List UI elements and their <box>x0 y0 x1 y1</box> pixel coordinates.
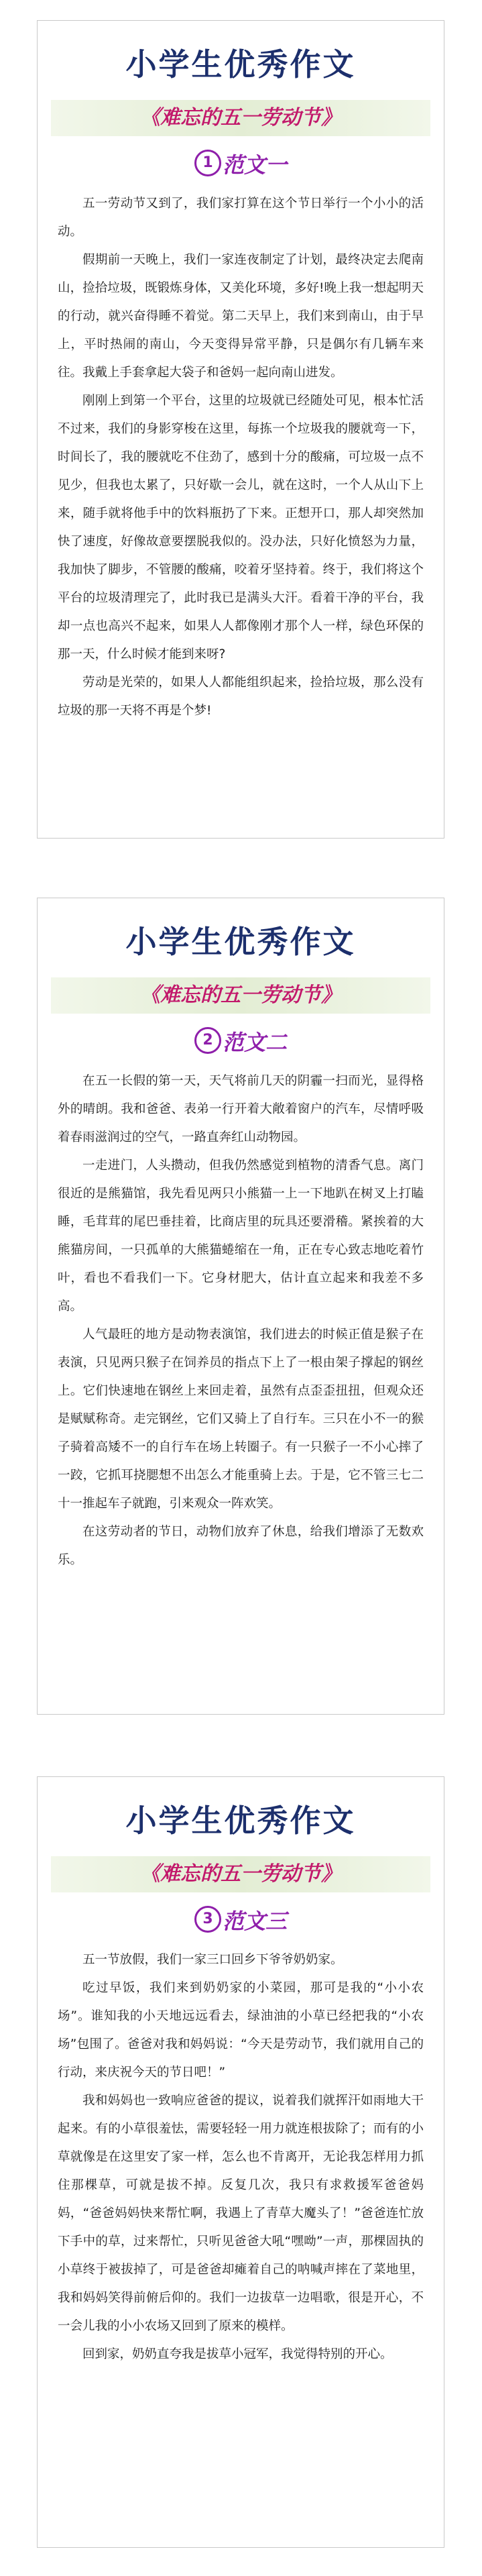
essay-body <box>38 1058 444 1574</box>
page-title: 小学生优秀作文 <box>125 1803 356 1839</box>
paragraph: 假期前一天晚上，我们一家连夜制定了计划，最终决定去爬南山，捡拾垃圾，既锻炼身体，又美化环境，多好!晚上我一想起明天的行动，就兴奋得睡不着觉。第二天早上，我们来到南山，由于早上，平时热闹的南山，今天变得异常平静，只是偶尔有几辆车来往。我戴上手套拿起大袋子和爸妈一起向南山进发。 <box>58 253 424 380</box>
page-title: 小学生优秀作文 <box>125 924 356 960</box>
paragraph: 一走进门，人头攒动，但我仍然感觉到植物的清香气息。离门很近的是熊猫馆，我先看见两只小熊猫一上一下地趴在树叉上打瞌睡，毛茸茸的尾巴垂挂着，比商店里的玩具还要滑稽。紧挨着的大熊猫房间，一只孤单的大熊猫蜷缩在一角，正在专心致志地吃着竹叶，看也不看我们一下。它身材肥大，估计直立起来和我差不多高。 <box>58 1159 424 1313</box>
essay-subtitle: 《难忘的五一劳动节》 <box>51 100 430 136</box>
essay-subtitle: 《难忘的五一劳动节》 <box>51 1856 430 1892</box>
section-number-badge: 3 <box>194 1906 221 1933</box>
paragraph: 在这劳动者的节日，动物们放弃了休息，给我们增添了无数欢乐。 <box>58 1525 424 1567</box>
essay-card-3 <box>37 1776 444 2548</box>
essay-subtitle: 《难忘的五一劳动节》 <box>51 977 430 1014</box>
section-number-badge: 2 <box>194 1027 221 1054</box>
section-label-text: 范文一 <box>222 152 287 178</box>
section-label-text: 范文三 <box>222 1909 287 1934</box>
essay-card-2 <box>37 898 444 1715</box>
essay-body <box>38 180 444 725</box>
paragraph: 回到家，奶奶直夸我是拔草小冠军，我觉得特别的开心。 <box>82 2347 393 2361</box>
section-label <box>38 1903 444 1937</box>
section-label-text: 范文二 <box>222 1030 287 1055</box>
paragraph: 五一节放假，我们一家三口回乡下爷爷奶奶家。 <box>82 1953 343 1967</box>
paragraph: 我和妈妈也一致响应爸爸的提议，说着我们就挥汗如雨地大干起来。有的小草很羞怯，需要轻轻一用力就连根拔除了；而有的小草就像是在这里安了家一样，怎么也不肯离开，无论我怎样用力抓住那棵草，可就是拔不掉。反复几次，我只有求救援军爸爸妈妈，“爸爸妈妈快来帮忙啊，我遇上了青草大魔头了！”爸爸连忙放下手中的草，过来帮忙，只听见爸爸大吼“嘿呦”一声，那棵固执的小草终于被拔掉了，可是爸爸却瘫着自己的呐喊声摔在了菜地里，我和妈妈笑得前俯后仰的。我们一边拔草一边唱歌，很是开心，不一会儿我的小小农场又回到了原来的模样。 <box>58 2094 424 2333</box>
paragraph: 吃过早饭，我们来到奶奶家的小菜园，那可是我的“小小农场”。谁知我的小天地远远看去，绿油油的小草已经把我的“小农场”包围了。爸爸对我和妈妈说：“今天是劳动节，我们就用自己的行动，来庆祝今天的节日吧！” <box>58 1981 424 2080</box>
paragraph: 刚刚上到第一个平台，这里的垃圾就已经随处可见，根本忙活不过来，我们的身影穿梭在这里，每拣一个垃圾我的腰就弯一下，时间长了，我的腰就吃不住劲了，感到十分的酸痛，可垃圾一点不见少，但我也太累了，只好歇一会儿，就在这时，一个人从山下上来，随手就将他手中的饮料瓶扔了下来。正想开口，那人却突然加快了速度，好像故意要摆脱我似的。没办法，只好化愤怒为力量，我加快了脚步，不管腰的酸痛，咬着牙坚持着。终于，我们将这个平台的垃圾清理完了，此时我已是满头大汗。看着干净的平台，我却一点也高兴不起来，如果人人都像刚才那个人一样，绿色环保的那一天，什么时候才能到来呀? <box>58 394 424 661</box>
paragraph: 劳动是光荣的，如果人人都能组织起来，捡拾垃圾，那么没有垃圾的那一天将不再是个梦! <box>58 676 424 718</box>
paragraph: 五一劳动节又到了，我们家打算在这个节日举行一个小小的活动。 <box>58 197 424 239</box>
section-label <box>38 147 444 180</box>
section-label <box>38 1024 444 1058</box>
paragraph: 在五一长假的第一天，天气将前几天的阴霾一扫而光，显得格外的晴朗。我和爸爸、表弟一行开着大敞着窗户的汽车，尽情呼吸着春雨滋润过的空气，一路直奔红山动物园。 <box>58 1074 424 1144</box>
essay-body <box>38 1937 444 2369</box>
paragraph: 人气最旺的地方是动物表演馆，我们进去的时候正值是猴子在表演，只见两只猴子在饲养员的指点下上了一根由架子撑起的钢丝上。它们快速地在钢丝上来回走着，虽然有点歪歪扭扭，但观众还是赋赋称奇。走完钢丝，它们又骑上了自行车。三只在小不一的猴子骑着高矮不一的自行车在场上转圈子。有一只猴子一不小心摔了一跤，它抓耳挠腮想不出怎么才能重骑上去。于是，它不管三七二十一推起车子就跑，引来观众一阵欢笑。 <box>58 1328 424 1511</box>
essay-card-1 <box>37 20 444 839</box>
section-number-badge: 1 <box>194 150 221 176</box>
page-title: 小学生优秀作文 <box>125 46 356 83</box>
